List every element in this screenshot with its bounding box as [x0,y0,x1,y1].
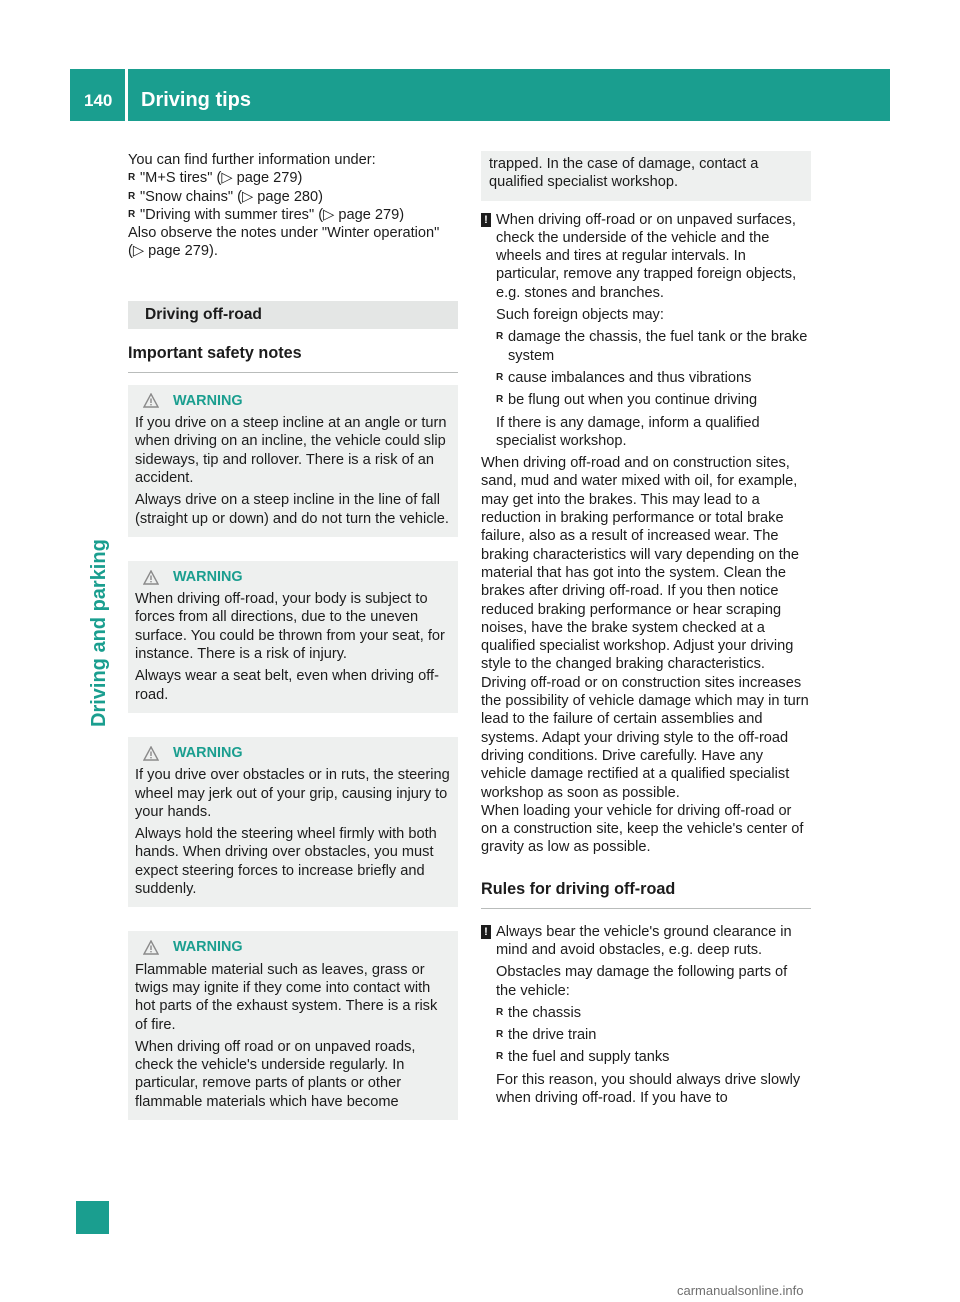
warning-title [143,392,451,410]
warning-triangle-icon [143,570,159,585]
page-title: Driving tips [141,89,252,111]
warning-triangle-icon [143,393,159,408]
loading-paragraph: When loading your vehicle for driving off-road or on a construction site, keep the vehicle's center of gravity as low as possible. [481,802,804,856]
notice-ground-clearance [481,923,811,1108]
notice-text: Always bear the vehicle's ground clearance in mind and avoid obstacles, e.g. deep ruts. [496,923,792,958]
left-column [128,151,458,1120]
link-snow-chains[interactable]: R "Snow chains" (▷ page 280) [128,188,458,206]
header-divider [125,69,128,121]
warning-box-4-continued [481,151,811,201]
exclamation-icon: ! [481,213,491,227]
notice-lead: Obstacles may damage the following parts of the vehicle: [496,964,788,999]
notice-lead: Such foreign objects may: [496,307,664,324]
warning-title [143,938,451,956]
warning-advice: Always drive on a steep incline in the line of fall (straight up or down) and do not turn the vehicle. [135,492,449,527]
warning-text: Flammable material such as leaves, grass or twigs may ignite if they come into contact with hot parts of the exhaust system. There is a risk of fire. [135,961,438,1033]
warning-box-2 [128,561,458,713]
section-heading: Driving off-road [128,301,458,329]
chapter-marker [76,1201,109,1234]
exclamation-icon: ! [481,925,491,939]
notice-after: If there is any damage, inform a qualified specialist workshop. [496,414,760,449]
list-item: R the fuel and supply tanks [496,1048,811,1066]
list-item: R damage the chassis, the fuel tank or the brake system [496,328,811,365]
warning-title [143,744,451,762]
warning-label: WARNING [173,568,243,585]
list-item: R the drive train [496,1026,811,1044]
warning-continuation: trapped. In the case of damage, contact a qualified specialist workshop. [489,156,759,191]
damage-paragraph: Driving off-road or on construction sites increases the possibility of vehicle damage which may in turn lead to the failure of certain assemblies and systems. Adapt your driving style to the off-road driving conditions. Drive carefully. Have any vehicle damage rectified at a qualified specialist workshop as soon as possible. [481,674,809,801]
notice-text: When driving off-road or on unpaved surfaces, check the underside of the vehicle and the wheels and tires at regular intervals. In particular, remove any trapped foreign objects, e.g. stones and branches. [496,211,797,301]
warning-text: If you drive on a steep incline at an angle or turn when driving on an incline, the vehicle could slip sideways, tip and rollover. There is a risk of an accident. [135,415,447,486]
subsection-heading: Important safety notes [128,343,458,373]
list-item: R cause imbalances and thus vibrations [496,369,811,387]
warning-label: WARNING [173,744,243,761]
list-item: R the chassis [496,1004,811,1022]
warning-box-1 [128,385,458,537]
right-column [481,151,811,1107]
link-summer-tires[interactable]: R "Driving with summer tires" (▷ page 279) [128,206,458,224]
notice-after: For this reason, you should always drive slowly when driving off-road. If you have to [496,1071,801,1107]
brakes-paragraph: When driving off-road and on construction sites, sand, mud and water mixed with oil, for example, may get into the brakes. This may lead to a reduction in braking performance or total brake failure, also as a result of increased wear. The braking characteristics will vary depending on the material that has got into the system. Clean the brakes after driving off-road. If you then notice reduced braking performance or hear scraping noises, have the brake system checked at a qualified specialist workshop. Adjust your driving style to the changed braking characteristics. [481,455,799,673]
warning-text: If you drive over obstacles or in ruts, the steering wheel may jerk out of your grip, causing injury to your hands. [135,767,450,820]
list-item: R be flung out when you continue driving [496,391,811,409]
warning-label: WARNING [173,939,243,956]
warning-advice: When driving off road or on unpaved roads, check the vehicle's underside regularly. In particular, remove parts of plants or other flammable materials which have become [135,1038,416,1110]
warning-title [143,568,451,586]
warning-triangle-icon [143,746,159,761]
link-mplus-s-tires[interactable]: R "M+S tires" (▷ page 279) [128,169,458,187]
notice-underside-check [481,211,811,451]
warning-triangle-icon [143,940,159,955]
warning-label: WARNING [173,392,243,409]
rules-heading: Rules for driving off-road [481,879,811,909]
watermark: carmanualsonline.info [677,1283,804,1298]
warning-box-4 [128,931,458,1120]
intro-text: You can find further information under: [128,152,376,168]
observe-text: Also observe the notes under "Winter operation" (▷ page 279). [128,225,440,260]
warning-box-3 [128,737,458,907]
page-number: 140 [84,91,113,110]
chapter-tab-label: Driving and parking [88,539,110,727]
warning-advice: Always wear a seat belt, even when driving off-road. [135,668,439,703]
warning-advice: Always hold the steering wheel firmly with both hands. When driving over obstacles, you must expect steering forces to increase briefly and suddenly. [135,826,437,898]
warning-text: When driving off-road, your body is subject to forces from all directions, due to the uneven surface. You could be thrown from your seat, for instance. There is a risk of injury. [135,591,445,663]
